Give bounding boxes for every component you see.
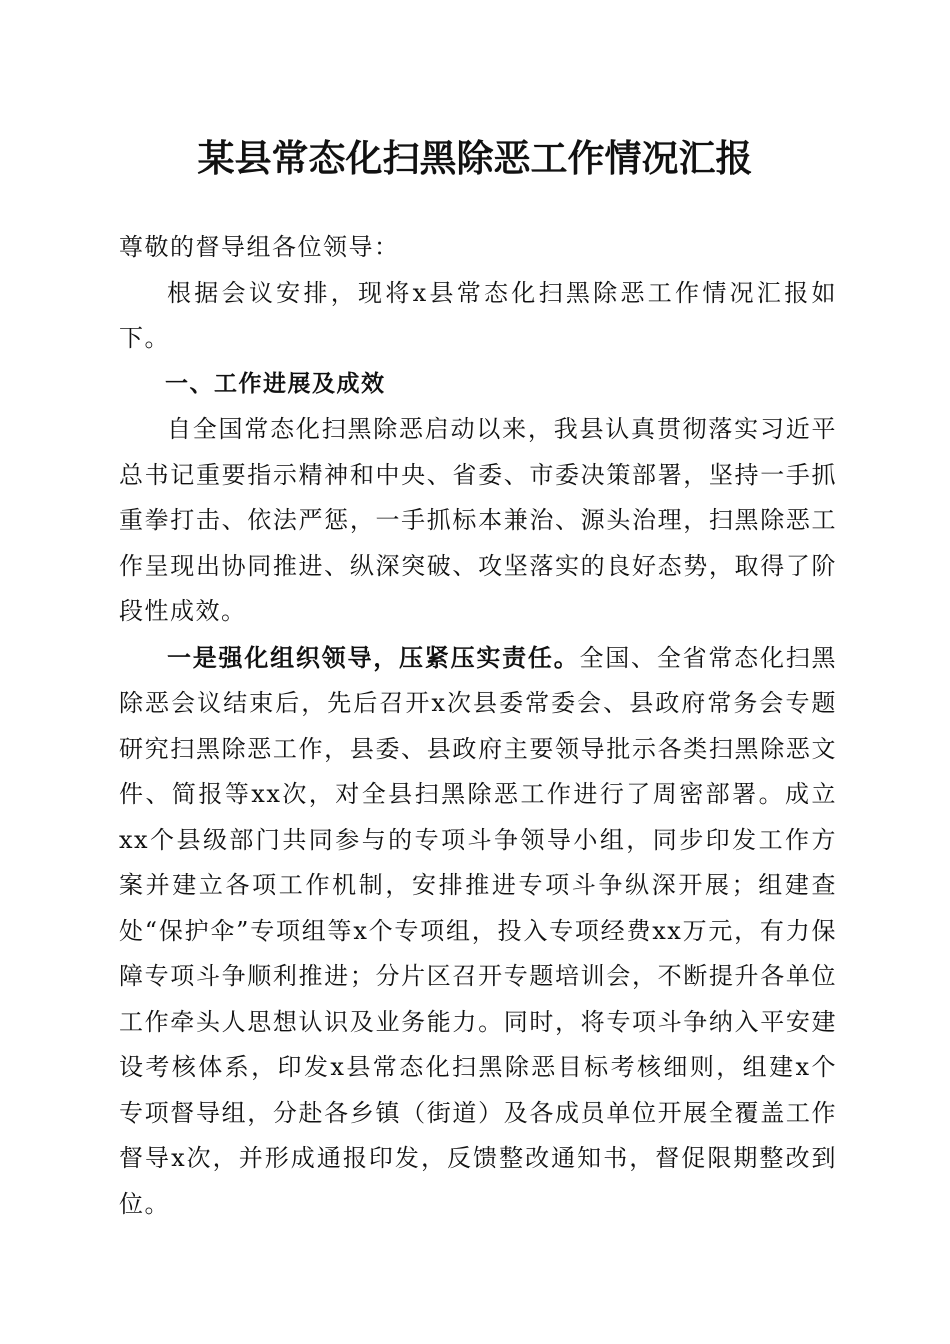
section-heading: 一、工作进展及成效 <box>165 370 386 397</box>
progress-paragraph: 自全国常态化扫黑除恶启动以来，我县认真贯彻落实习近平总书记重要指示精神和中央、省委、市委决策部署，坚持一手抓重拳打击、依法严惩，一手抓标本兼治、源头治理，扫黑除恶工作呈现出协同推进、纵深突破、攻坚落实的良好态势，取得了阶段性成效。 <box>119 415 837 625</box>
paragraph-lead: 一是强化组织领导，压紧压实责任。 <box>167 642 580 672</box>
paragraph-body: 全国、全省常态化扫黑除恶会议结束后，先后召开x次县委常委会、县政府常务会专题研究扫黑除恶工作，县委、县政府主要领导批示各类扫黑除恶文件、简报等xx次，对全县扫黑除恶工作进行了周密部署。成立xx个县级部门共同参与的专项斗争领导小组，同步印发工作方案并建立各项工作机制，安排推进专项斗争纵深开展；组建查处“保护伞”专项组等x个专项组，投入专项经费xx万元，有力保障专项斗争顺利推进；分片区召开专题培训会，不断提升各单位工作牵头人思想认识及业务能力。同时，将专项斗争纳入平安建设考核体系，印发x县常态化扫黑除恶目标考核细则，组建x个专项督导组，分赴各乡镇（街道）及各成员单位开展全覆盖工作督导x次，并形成通报印发，反馈整改通知书，督促限期整改到位。 <box>119 643 838 1218</box>
intro-paragraph: 根据会议安排，现将x县常态化扫黑除恶工作情况汇报如下。 <box>119 278 837 352</box>
salutation: 尊敬的督导组各位领导： <box>119 233 400 261</box>
organization-paragraph <box>119 635 837 1228</box>
document-title: 某县常态化扫黑除恶工作情况汇报 <box>197 136 753 180</box>
document-body <box>119 225 837 1227</box>
